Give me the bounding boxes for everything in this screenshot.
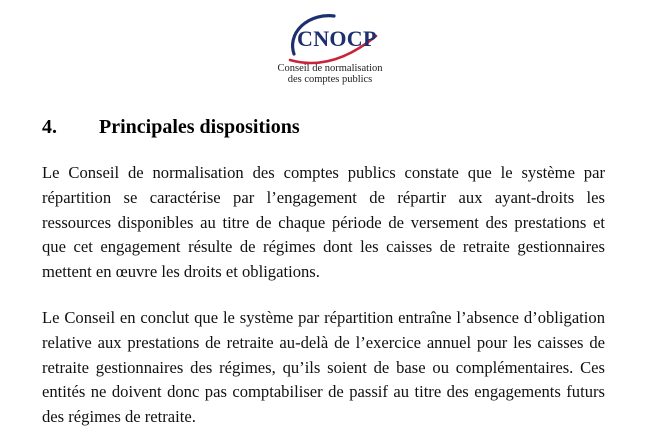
paragraph-line: retraite gestionnaires des régimes, qu’ils soient de base ou complémentaires. Ces <box>42 357 605 377</box>
cnocp-logo <box>272 10 383 85</box>
paragraph-line: relative aux prestations de retraite au-delà de l’exercice annuel pour les caisses de <box>42 332 605 352</box>
paragraph-line: que cet engagement résulte de régimes dont les caisses de retraite gestionnaires <box>42 237 605 257</box>
paragraph-line: ressources disponibles au titre de chaque période de versement des prestations et <box>42 212 605 232</box>
logo-subtitle <box>272 63 388 85</box>
logo-wordmark: CNOCP <box>297 26 377 51</box>
paragraph-line: des régimes de retraite. <box>42 407 196 427</box>
paragraph-2 <box>42 306 605 430</box>
paragraph-line: Le Conseil de normalisation des comptes publics constate que le système par <box>42 163 605 182</box>
logo-subtitle-line1: Conseil de normalisation <box>277 63 383 74</box>
paragraph-line: entités ne doivent donc pas comptabiliser de passif au titre des engagements futurs <box>42 382 605 402</box>
paragraph-line: répartition se caractérise par l’engagement de répartir aux ayant-droits les <box>42 187 605 207</box>
logo-subtitle-line2: des comptes publics <box>287 74 373 85</box>
section-number: 4. <box>42 116 57 138</box>
section-heading <box>42 116 300 139</box>
paragraph-line: mettent en œuvre les droits et obligations. <box>42 262 320 282</box>
section-title: Principales dispositions <box>99 116 300 138</box>
paragraph-line: Le Conseil en conclut que le système par répartition entraîne l’absence d’obligation <box>42 308 605 327</box>
paragraph-1 <box>42 161 605 285</box>
